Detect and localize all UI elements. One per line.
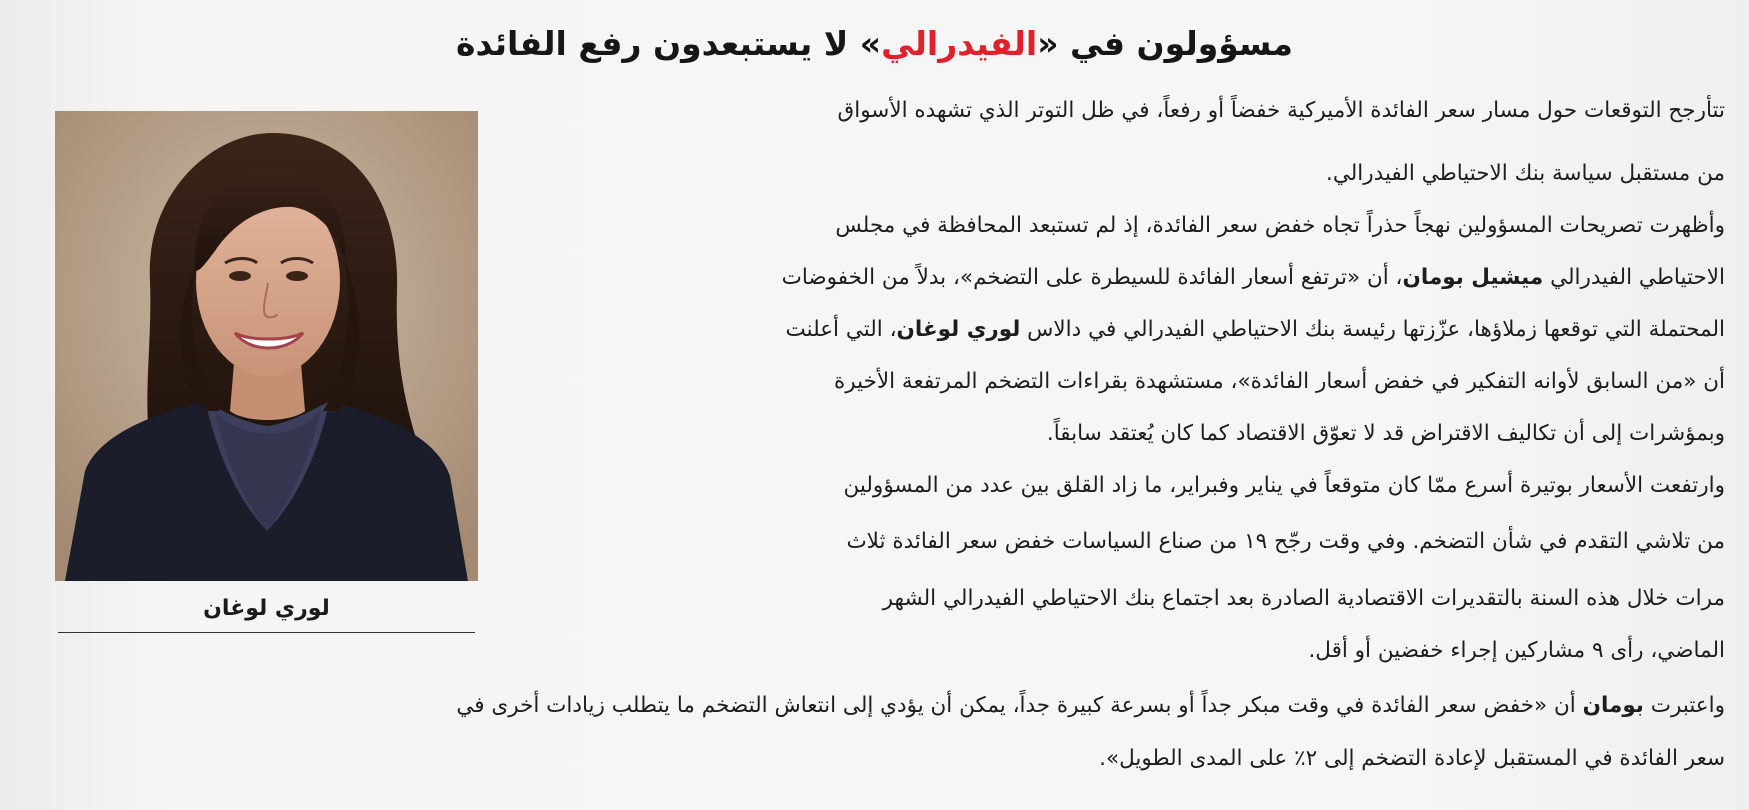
body-line-9: من تلاشي التقدم في شأن التضخم. وفي وقت رجّح ١٩ من صناع السياسات خفض سعر الفائدة ثلاث (846, 529, 1725, 554)
headline-accent: الفيدرالي (881, 24, 1038, 63)
body-line-8: وارتفعت الأسعار بوتيرة أسرع ممّا كان متوقعاً في يناير وفبراير، ما زاد القلق بين عدد من المسؤولين (843, 473, 1725, 498)
body-line-7: وبمؤشرات إلى أن تكاليف الاقتراض قد لا تعوّق الاقتصاد كما كان يُعتقد سابقاً. (1046, 421, 1725, 446)
body-line-5 (785, 315, 1725, 345)
body-line-11: الماضي، رأى ٩ مشاركين إجراء خفضين أو أقل. (1308, 638, 1725, 663)
body-line-3: وأظهرت تصريحات المسؤولين نهجاً حذراً تجاه خفض سعر الفائدة، إذ لم تستبعد المحافظة في مجلس (835, 213, 1725, 238)
body-line-12 (456, 691, 1725, 721)
portrait-photo (55, 111, 478, 581)
name-michelle-bowman: ميشيل بومان (1402, 265, 1544, 290)
body-line-5-start: المحتملة التي توقعها زملاؤها، عزّزتها رئيسة بنك الاحتياطي الفيدرالي في دالاس (1020, 317, 1725, 342)
body-line-12-end: أن «خفض سعر الفائدة في وقت مبكر جداً أو بسرعة كبيرة جداً، يمكن أن يؤدي إلى انتعاش التضخم ما يتطلب زيادات أخرى في (456, 693, 1583, 718)
headline (0, 18, 1749, 70)
body-line-5-end: ، التي أعلنت (785, 317, 897, 342)
headline-part-2: » لا يستبعدون رفع الفائدة (456, 24, 882, 63)
body-line-13: سعر الفائدة في المستقبل لإعادة التضخم إلى ٢٪ على المدى الطويل». (1099, 746, 1725, 771)
name-lorie-logan: لوري لوغان (896, 317, 1021, 342)
body-line-12-start: واعتبرت (1643, 693, 1725, 718)
body-line-4 (782, 263, 1725, 293)
headline-part-1: مسؤولون في « (1037, 24, 1293, 63)
name-bowman: بومان (1582, 693, 1644, 718)
body-line-1: تتأرجح التوقعات حول مسار سعر الفائدة الأميركية خفضاً أو رفعاً، في ظل التوتر الذي تشهده الأسواق (837, 98, 1725, 123)
body-line-6: أن «من السابق لأوانه التفكير في خفض أسعار الفائدة»، مستشهدة بقراءات التضخم المرتفعة الأخيرة (833, 369, 1725, 394)
body-line-4-end: ، أن «ترتفع أسعار الفائدة للسيطرة على التضخم»، بدلاً من الخفوضات (781, 265, 1403, 290)
body-line-10: مرات خلال هذه السنة بالتقديرات الاقتصادية الصادرة بعد اجتماع بنك الاحتياطي الفيدرالي الشهر (882, 586, 1725, 611)
body-line-2: من مستقبل سياسة بنك الاحتياطي الفيدرالي. (1326, 161, 1725, 186)
caption-divider (58, 632, 475, 633)
body-line-4-start: الاحتياطي الفيدرالي (1543, 265, 1725, 290)
photo-caption: لوري لوغان (203, 596, 330, 621)
